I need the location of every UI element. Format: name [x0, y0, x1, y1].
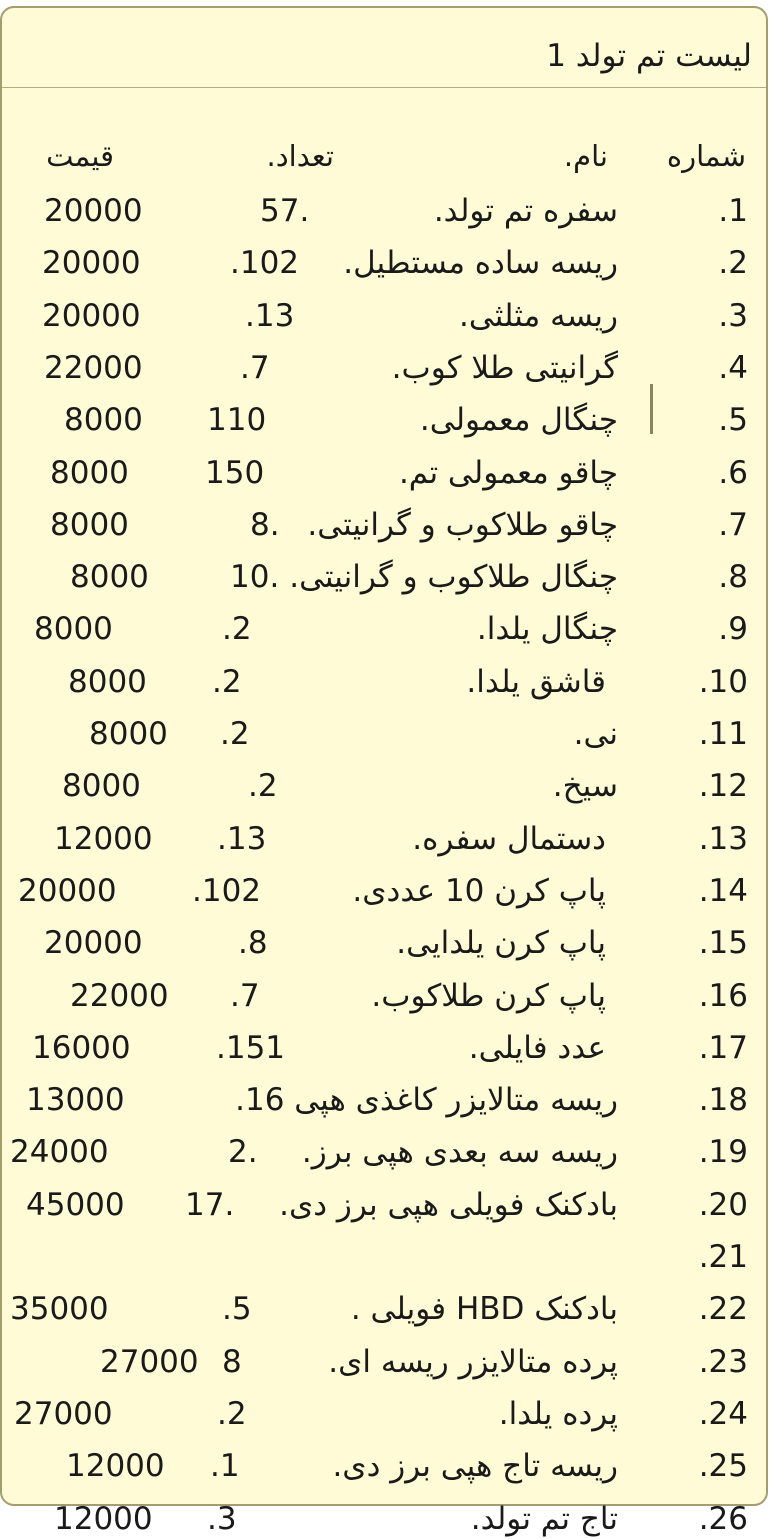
- item-number: 20.: [698, 1186, 748, 1223]
- item-price: 22000: [44, 349, 143, 386]
- item-price: 8000: [34, 611, 113, 648]
- item-price: 12000: [54, 1500, 153, 1537]
- item-price: 8000: [64, 402, 143, 439]
- item-name: دستمال سفره.: [412, 820, 606, 857]
- item-name: پرده یلدا.: [498, 1395, 618, 1432]
- item-name: ریسه سه بعدی هپی برز.: [301, 1134, 618, 1171]
- item-name: ریسه ساده مستطیل.: [343, 245, 618, 282]
- item-price: 27000: [14, 1395, 113, 1432]
- item-count: 57.: [260, 193, 310, 229]
- item-price: 8000: [68, 663, 147, 700]
- item-price: 8000: [70, 559, 149, 596]
- item-count: .13: [245, 297, 295, 334]
- title-divider: [2, 87, 766, 88]
- item-number: 10.: [698, 663, 748, 700]
- item-price: 45000: [26, 1186, 125, 1223]
- item-number: 11.: [698, 716, 748, 752]
- item-number: 25.: [698, 1448, 748, 1485]
- item-count: .1: [210, 1448, 240, 1485]
- item-number: 8.: [718, 559, 748, 596]
- item-price: 27000: [100, 1343, 199, 1380]
- item-count: .3: [207, 1500, 237, 1537]
- item-number: 21.: [698, 1239, 748, 1275]
- item-price: 8000: [62, 768, 141, 805]
- header-number: شماره: [666, 139, 746, 173]
- item-name: پرده متالایزر ریسه ای.: [328, 1343, 618, 1380]
- item-name: ریسه مثلثی.: [459, 297, 618, 334]
- item-price: 12000: [54, 820, 153, 857]
- item-count: .13: [217, 820, 267, 857]
- item-count: .2: [220, 716, 250, 752]
- item-name: سیخ.: [552, 768, 618, 805]
- item-number: 24.: [698, 1395, 748, 1432]
- item-price: 16000: [32, 1029, 131, 1066]
- item-count: 8: [222, 1343, 242, 1380]
- item-count: .151: [216, 1029, 286, 1066]
- item-price: 13000: [26, 1082, 125, 1119]
- item-number: 14.: [698, 872, 748, 909]
- item-price: 8000: [50, 506, 129, 543]
- item-price: 20000: [42, 245, 141, 282]
- item-name: تاج تم تولد.: [470, 1500, 618, 1537]
- item-name: گرانیتی طلا کوب.: [391, 349, 618, 386]
- header-name: نام.: [563, 139, 608, 173]
- item-name: نی.: [573, 716, 618, 752]
- item-name: چنگال معمولی.: [419, 402, 618, 439]
- item-count: .2: [217, 1395, 247, 1432]
- item-number: 6.: [718, 454, 748, 491]
- item-name: ریسه متالایزر کاغذی هپی 16.: [235, 1082, 618, 1119]
- item-name: چاقو طلاکوب و گرانیتی.: [307, 506, 618, 543]
- item-number: 22.: [698, 1291, 748, 1328]
- item-count: .2: [212, 663, 242, 700]
- item-price: 20000: [18, 872, 117, 909]
- item-name: پاپ کرن یلدایی.: [396, 925, 606, 962]
- item-name: عدد فایلی.: [468, 1029, 606, 1066]
- item-number: 5.: [718, 402, 748, 439]
- item-count: .102: [192, 872, 262, 909]
- item-number: 17.: [698, 1029, 748, 1066]
- item-number: 15.: [698, 925, 748, 962]
- item-price: 20000: [44, 925, 143, 962]
- item-name: قاشق یلدا.: [466, 663, 606, 700]
- item-number: 12.: [698, 768, 748, 805]
- item-price: 20000: [44, 193, 143, 229]
- item-price: 24000: [10, 1134, 109, 1171]
- item-name: سفره تم تولد.: [433, 193, 618, 229]
- item-price: 8000: [50, 454, 129, 491]
- item-number: 19.: [698, 1134, 748, 1171]
- item-number: 9.: [718, 611, 748, 648]
- item-name: بادکنک HBD فویلی .: [350, 1291, 618, 1328]
- item-number: 3.: [718, 297, 748, 334]
- item-count: 10.: [230, 559, 280, 596]
- item-count: 150: [205, 454, 265, 491]
- item-count: .2: [222, 611, 252, 648]
- item-count: .5: [222, 1291, 252, 1328]
- item-name: بادکنک فویلی هپی برز دی.: [279, 1186, 618, 1223]
- item-number: 1.: [718, 193, 748, 229]
- header-price: قیمت: [46, 139, 114, 173]
- item-count: .8: [238, 925, 268, 962]
- item-name: چنگال طلاکوب و گرانیتی.: [289, 559, 618, 596]
- item-name: چاقو معمولی تم.: [398, 454, 618, 491]
- item-name: ریسه تاج هپی برز دی.: [332, 1448, 618, 1485]
- item-count: .102: [230, 245, 300, 282]
- text-cursor: [650, 384, 653, 434]
- item-number: 23.: [698, 1343, 748, 1380]
- item-number: 4.: [718, 349, 748, 386]
- item-number: 16.: [698, 977, 748, 1014]
- item-name: پاپ کرن 10 عددی.: [352, 872, 606, 909]
- item-number: 18.: [698, 1082, 748, 1119]
- item-count: .7: [230, 977, 260, 1014]
- item-count: 8.: [250, 506, 280, 543]
- item-price: 35000: [10, 1291, 109, 1328]
- item-number: 7.: [718, 506, 748, 543]
- header-count: تعداد.: [266, 139, 334, 173]
- item-count: .7: [240, 349, 270, 386]
- item-price: 8000: [89, 716, 168, 752]
- item-number: 26.: [698, 1500, 748, 1537]
- note-title[interactable]: لیست تم تولد 1: [546, 38, 752, 74]
- item-count: .2: [248, 768, 278, 805]
- item-price: 22000: [70, 977, 169, 1014]
- item-price: 20000: [42, 297, 141, 334]
- note-page[interactable]: [0, 6, 768, 1537]
- item-price: 12000: [66, 1448, 165, 1485]
- item-number: 2.: [718, 245, 748, 282]
- item-count: 17.: [185, 1186, 235, 1223]
- item-number: 13.: [698, 820, 748, 857]
- item-name: چنگال یلدا.: [476, 611, 618, 648]
- item-count: 2.: [228, 1134, 258, 1171]
- item-name: پاپ کرن طلاکوب.: [371, 977, 606, 1014]
- item-count: 110: [207, 402, 267, 439]
